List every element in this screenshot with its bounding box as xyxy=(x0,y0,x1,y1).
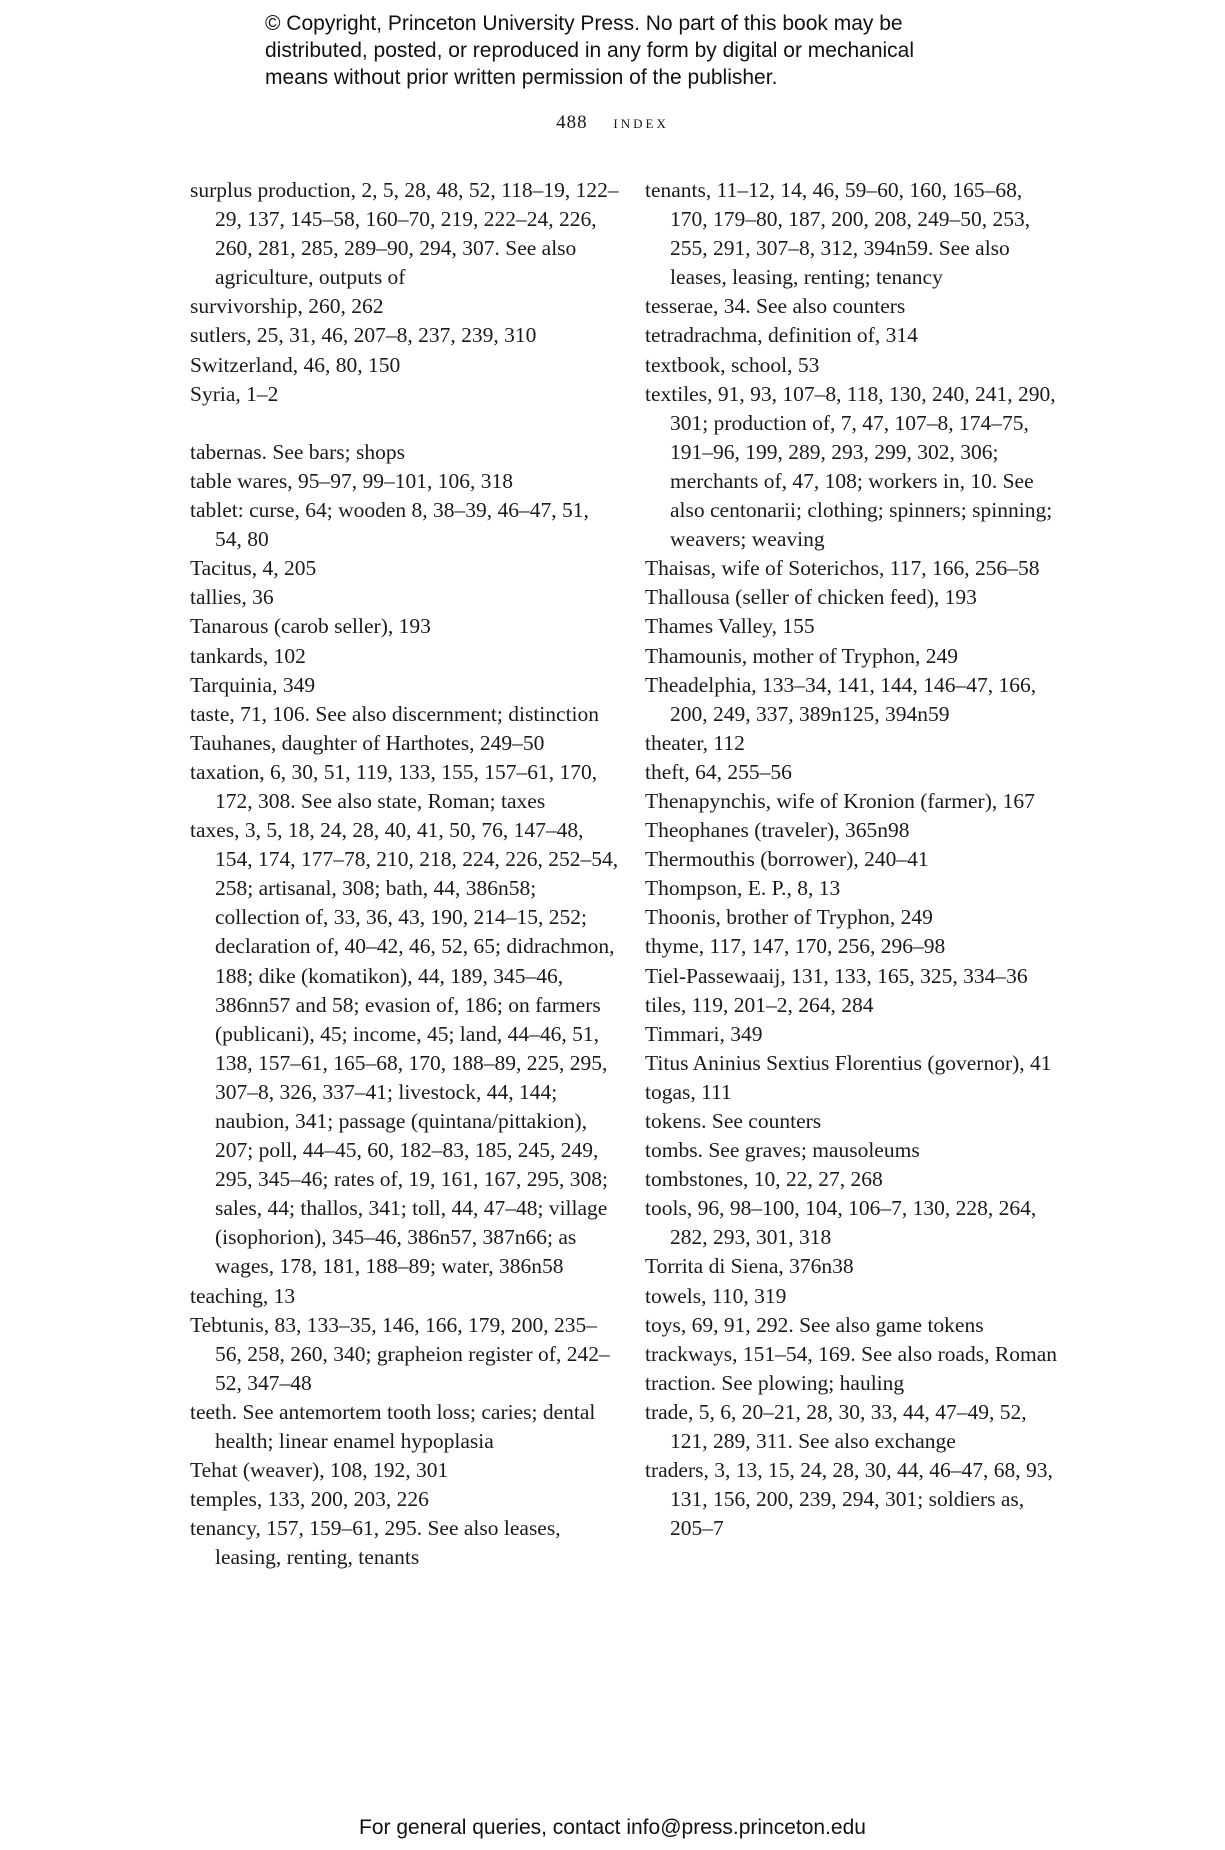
index-entry: tesserae, 34. See also counters xyxy=(645,294,906,319)
index-entry: Thoonis, brother of Tryphon, 249 xyxy=(645,905,933,930)
letter-group-gap xyxy=(190,409,620,438)
index-entry: taxes, 3, 5, 18, 24, 28, 40, 41, 50, 76, 147–48, 154, 174, 177–78, 210, 218, 224, 226, 252–54, 258; artisanal, 308; bath, 44, 386n58; collection of, 33, 36, 43, 190, 214–15, 252; declaration of, 40–42, 46, 52, 65; didrachmon, 188; dike (komatikon), 44, 189, 345–46, 386nn57 and 58; evasion of, 186; on farmers (publicani), 45; income, 45; land, 44–46, 51, 138, 157–61, 165–68, 170, 188–89, 225, 295, 307–8, 326, 337–41; livestock, 44, 144; naubion, 341; passage (quintana/pittakion), 207; poll, 44–45, 60, 182–83, 185, 245, 249, 295, 345–46; rates of, 19, 161, 167, 295, 308; sales, 44; thallos, 341; toll, 44, 47–48; village (isophorion), 345–46, 386n57, 387n66; as wages, 178, 181, 188–89; water, 386n58 xyxy=(190,818,619,1279)
index-entry: survivorship, 260, 262 xyxy=(190,294,384,319)
index-entry: tokens. See counters xyxy=(645,1109,822,1133)
index-entry: teaching, 13 xyxy=(190,1283,296,1308)
copyright-notice xyxy=(265,10,1005,91)
index-entry: Syria, 1–2 xyxy=(190,381,279,406)
index-entry: Theadelphia, 133–34, 141, 144, 146–47, 166, 200, 249, 337, 389n125, 394n59 xyxy=(645,672,1037,726)
index-entry: tools, 96, 98–100, 104, 106–7, 130, 228, 264, 282, 293, 301, 318 xyxy=(645,1196,1037,1250)
index-entry: tetradrachma, definition of, 314 xyxy=(645,323,918,348)
index-entry: Thallousa (seller of chicken feed), 193 xyxy=(645,585,977,610)
index-entry: Tarquinia, 349 xyxy=(190,672,316,697)
index-entry: theater, 112 xyxy=(645,730,745,755)
index-column-left xyxy=(190,176,620,1573)
index-entry: Tiel-Passewaaij, 131, 133, 165, 325, 334–36 xyxy=(645,963,1028,988)
index-entry: toys, 69, 91, 292. See also game tokens xyxy=(645,1312,984,1337)
index-entry: Thamounis, mother of Tryphon, 249 xyxy=(645,643,958,668)
index-entry: Theophanes (traveler), 365n98 xyxy=(645,818,910,843)
index-entry: Thenapynchis, wife of Kronion (farmer), 167 xyxy=(645,788,1035,813)
index-entry: Thompson, E. P., 8, 13 xyxy=(645,876,841,901)
index-entry: textbook, school, 53 xyxy=(645,352,820,377)
index-entry: traders, 3, 13, 15, 24, 28, 30, 44, 46–47, 68, 93, 131, 156, 200, 239, 294, 301; soldiers as, 205–7 xyxy=(645,1458,1053,1541)
index-entry: textiles, 91, 93, 107–8, 118, 130, 240, 241, 290, 301; production of, 7, 47, 107–8, 174–75, 191–96, 199, 289, 293, 299, 302, 306; merchants of, 47, 108; workers in, 10. See also centonarii; clothing; spinners; spinning; weavers; weaving xyxy=(645,381,1056,552)
index-entry: table wares, 95–97, 99–101, 106, 318 xyxy=(190,468,514,493)
index-entry: Torrita di Siena, 376n38 xyxy=(645,1254,854,1279)
index-entry: temples, 133, 200, 203, 226 xyxy=(190,1487,429,1512)
running-head xyxy=(0,112,1225,134)
section-title: index xyxy=(613,112,669,133)
index-entry: tiles, 119, 201–2, 264, 284 xyxy=(645,992,874,1017)
copyright-line: © Copyright, Princeton University Press. No part of this book may be xyxy=(265,12,903,35)
index-entry: Tacitus, 4, 205 xyxy=(190,556,317,581)
index-entry: tabernas. See bars; shops xyxy=(190,439,405,464)
index-entry: tenants, 11–12, 14, 46, 59–60, 160, 165–68, 170, 179–80, 187, 200, 208, 249–50, 253, 255, 291, 307–8, 312, 394n59. See also leases, leasing, renting; tenancy xyxy=(645,178,1031,290)
index-entry: Tauhanes, daughter of Harthotes, 249–50 xyxy=(190,730,545,755)
page-number: 488 xyxy=(556,112,588,133)
index-entry: teeth. See antemortem tooth loss; caries; dental health; linear enamel hypoplasia xyxy=(190,1399,596,1454)
index-entry: Tanarous (carob seller), 193 xyxy=(190,614,431,639)
footer-contact: For general queries, contact info@press.princeton.edu xyxy=(359,1816,866,1839)
index-entry: trade, 5, 6, 20–21, 28, 30, 33, 44, 47–49, 52, 121, 289, 311. See also exchange xyxy=(645,1399,1027,1454)
index-entry: trackways, 151–54, 169. See also roads, Roman xyxy=(645,1341,1058,1366)
index-entry: Thames Valley, 155 xyxy=(645,614,815,639)
index-entry: Timmari, 349 xyxy=(645,1021,763,1046)
index-entry: Thermouthis (borrower), 240–41 xyxy=(645,847,929,872)
index-entry: traction. See plowing; hauling xyxy=(645,1370,905,1395)
index-entry: tombstones, 10, 22, 27, 268 xyxy=(645,1167,883,1192)
index-entry: Tehat (weaver), 108, 192, 301 xyxy=(190,1458,449,1483)
index-entry: taxation, 6, 30, 51, 119, 133, 155, 157–61, 170, 172, 308. See also state, Roman; taxes xyxy=(190,759,598,813)
index-entry: towels, 110, 319 xyxy=(645,1283,787,1308)
index-entry: tablet: curse, 64; wooden 8, 38–39, 46–47, 51, 54, 80 xyxy=(190,498,589,552)
index-entry: Thaisas, wife of Soterichos, 117, 166, 256–58 xyxy=(645,556,1040,581)
index-entry: togas, 111 xyxy=(645,1079,732,1104)
copyright-line: distributed, posted, or reproduced in any form by digital or mechanical xyxy=(265,39,915,62)
copyright-line: means without prior written permission of the publisher. xyxy=(265,66,778,89)
index-column-right xyxy=(645,176,1065,1543)
index-entry: Titus Aninius Sextius Florentius (governor), 41 xyxy=(645,1050,1052,1075)
index-entry: thyme, 117, 147, 170, 256, 296–98 xyxy=(645,934,946,959)
index-entry: Switzerland, 46, 80, 150 xyxy=(190,352,401,377)
index-entry: tankards, 102 xyxy=(190,643,306,668)
index-entry: taste, 71, 106. See also discernment; distinction xyxy=(190,701,600,726)
index-entry: Tebtunis, 83, 133–35, 146, 166, 179, 200, 235–56, 258, 260, 340; grapheion register of, 242–52, 347–48 xyxy=(190,1312,610,1395)
index-entry: tombs. See graves; mausoleums xyxy=(645,1138,920,1163)
index-entry: theft, 64, 255–56 xyxy=(645,759,792,784)
index-entry: tallies, 36 xyxy=(190,585,274,610)
index-entry: tenancy, 157, 159–61, 295. See also leases, leasing, renting, tenants xyxy=(190,1516,561,1570)
index-entry: surplus production, 2, 5, 28, 48, 52, 118–19, 122–29, 137, 145–58, 160–70, 219, 222–24, 226, 260, 281, 285, 289–90, 294, 307. See also agriculture, outputs of xyxy=(190,178,619,290)
index-entry: sutlers, 25, 31, 46, 207–8, 237, 239, 310 xyxy=(190,323,537,348)
